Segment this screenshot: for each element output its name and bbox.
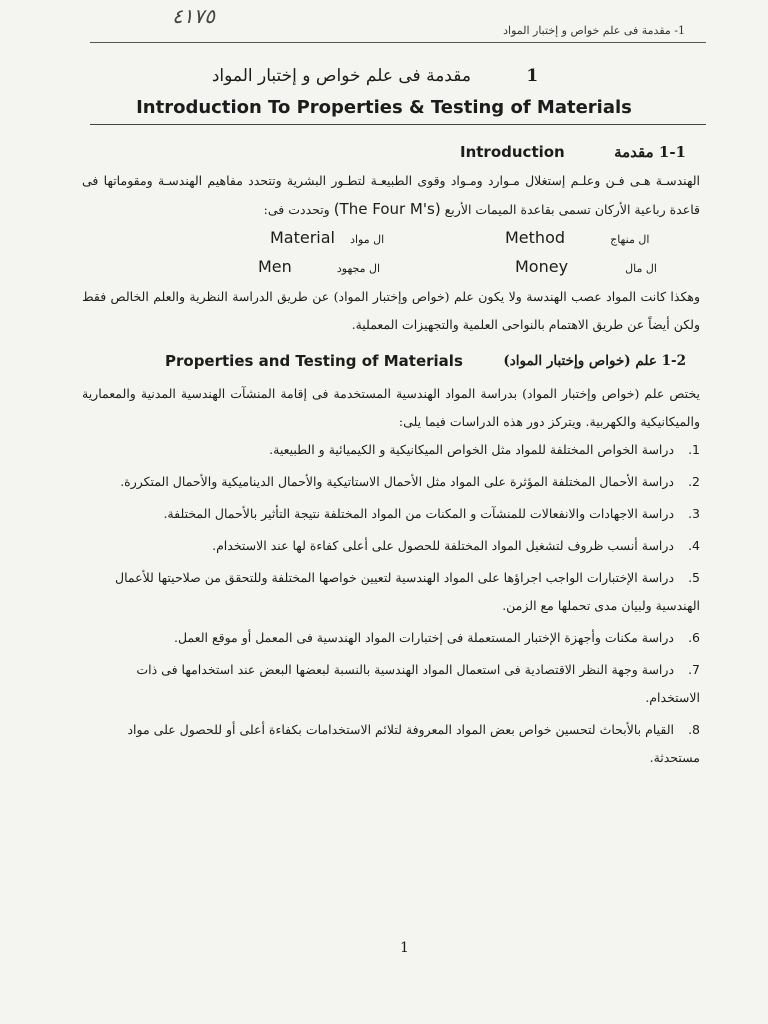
term-en: Method — [505, 228, 566, 247]
chapter-title-ar-text: مقدمة فى علم خواص و إختبار المواد — [211, 66, 471, 86]
list-item — [84, 436, 700, 464]
item-number: 6. — [688, 630, 700, 645]
term-en: Material — [270, 228, 335, 247]
item-text: دراسة الإختبارات الواجب اجراؤها على المواد الهندسية لتعيين خواصها المختلفة وللتحقق من صلاحيتها للأعمال الهندسية ولبيان مدى تحملها مع الزمن. — [115, 570, 700, 613]
item-number: 4. — [688, 538, 700, 553]
item-number: 7. — [688, 662, 700, 677]
chapter-title-arabic — [200, 66, 550, 86]
section1-number-arabic: 1-1 مقدمة — [614, 143, 686, 161]
item-number: 3. — [688, 506, 700, 521]
section2-number-arabic: 1-2 علم (خواص وإختبار المواد) — [503, 353, 686, 369]
list-item — [84, 532, 700, 560]
item-text: دراسة وجهة النظر الاقتصادية فى استعمال المواد الهندسية بالنسبة لبعضها البعض عند استخدامها فى ذات الاستخدام. — [136, 662, 700, 705]
term-ar: ال منهاج — [610, 233, 650, 246]
term-ar: ال مجهود — [336, 262, 381, 275]
list-item — [84, 468, 700, 496]
term-men — [258, 257, 380, 276]
term-method — [505, 228, 649, 247]
list-item — [84, 716, 700, 772]
term-en: Men — [258, 257, 292, 276]
term-ar: ال مواد — [350, 233, 385, 246]
title-divider — [90, 124, 706, 125]
item-text: دراسة مكنات وأجهزة الإختبار المستعملة فى إختبارات المواد الهندسية فى المعمل أو موقع العمل. — [174, 630, 675, 645]
item-text: دراسة الخواص المختلفة للمواد مثل الخواص الميكانيكية و الكيميائية و الطبيعية. — [269, 442, 675, 457]
chapter-number: 1 — [526, 66, 539, 86]
section1-title-english: Introduction — [460, 143, 565, 161]
list-item — [84, 624, 700, 652]
list-item — [84, 564, 700, 620]
running-header: 1- مقدمة فى علم خواص و إختبار المواد — [503, 24, 685, 37]
list-item — [84, 656, 700, 712]
term-ar: ال مال — [625, 262, 657, 275]
para1-text-a: الهندسـة هـى فـن وعلـم إستغلال مـوارد ومـواد وقوى الطبيعـة لتطـور البشرية وتتحدد مفاهيم الهندسـة ومقوماتها فى قاعدة رباعية الأركان تسمى بقاعدة الميمات الأربع — [82, 173, 700, 217]
item-text: دراسة أنسب ظروف لتشغيل المواد المختلفة للحصول على أعلى كفاءة لها عند الاستخدام. — [212, 538, 675, 553]
studies-list — [84, 436, 700, 776]
section2-title-english: Properties and Testing of Materials — [165, 352, 463, 370]
section1-paragraph1 — [82, 167, 700, 224]
item-number: 8. — [688, 722, 700, 737]
item-text: دراسة الأحمال المختلفة المؤثرة على المواد مثل الأحمال الاستاتيكية والأحمال الديناميكية والأحمال المتكررة. — [120, 474, 675, 489]
section2-intro: يختص علم (خواص وإختبار المواد) بدراسة المواد الهندسية المستخدمة فى إقامة المنشآت الهندسية المدنية والمعمارية والميكانيكية والكهربية. ويتركز دور هذه الدراسات فيما يلى: — [82, 386, 700, 429]
para1-text-b: وتحددت فى: — [263, 202, 330, 217]
term-material — [270, 228, 384, 247]
term-money — [515, 257, 657, 276]
page-number: 1 — [400, 940, 409, 956]
list-item — [84, 500, 700, 528]
item-number: 2. — [688, 474, 700, 489]
four-ms-label: (The Four M's) — [333, 200, 441, 218]
chapter-title-english: Introduction To Properties & Testing of Materials — [136, 97, 632, 118]
term-en: Money — [515, 257, 569, 276]
item-number: 1. — [688, 442, 700, 457]
item-number: 5. — [688, 570, 700, 585]
section1-paragraph2: وهكذا كانت المواد عصب الهندسة ولا يكون علم (خواص وإختبار المواد) عن طريق الدراسة النظرية والعلم الخالص فقط ولكن أيضاً عن طريق الاهتمام بالنواحى العلمية والتجهيزات المعملية. — [82, 289, 700, 332]
header-divider — [90, 42, 706, 43]
item-text: القيام بالأبحاث لتحسين خواص بعض المواد المعروفة لتلائم الاستخدامات بكفاءة أعلى أو للحصول على مواد مستحدثة. — [127, 722, 700, 765]
handwritten-note: ٤١٧٥ — [172, 4, 215, 28]
item-text: دراسة الاجهادات والانفعالات للمنشآت و المكنات من المواد المختلفة نتيجة التأثير بالأحمال المختلفة. — [163, 506, 675, 521]
